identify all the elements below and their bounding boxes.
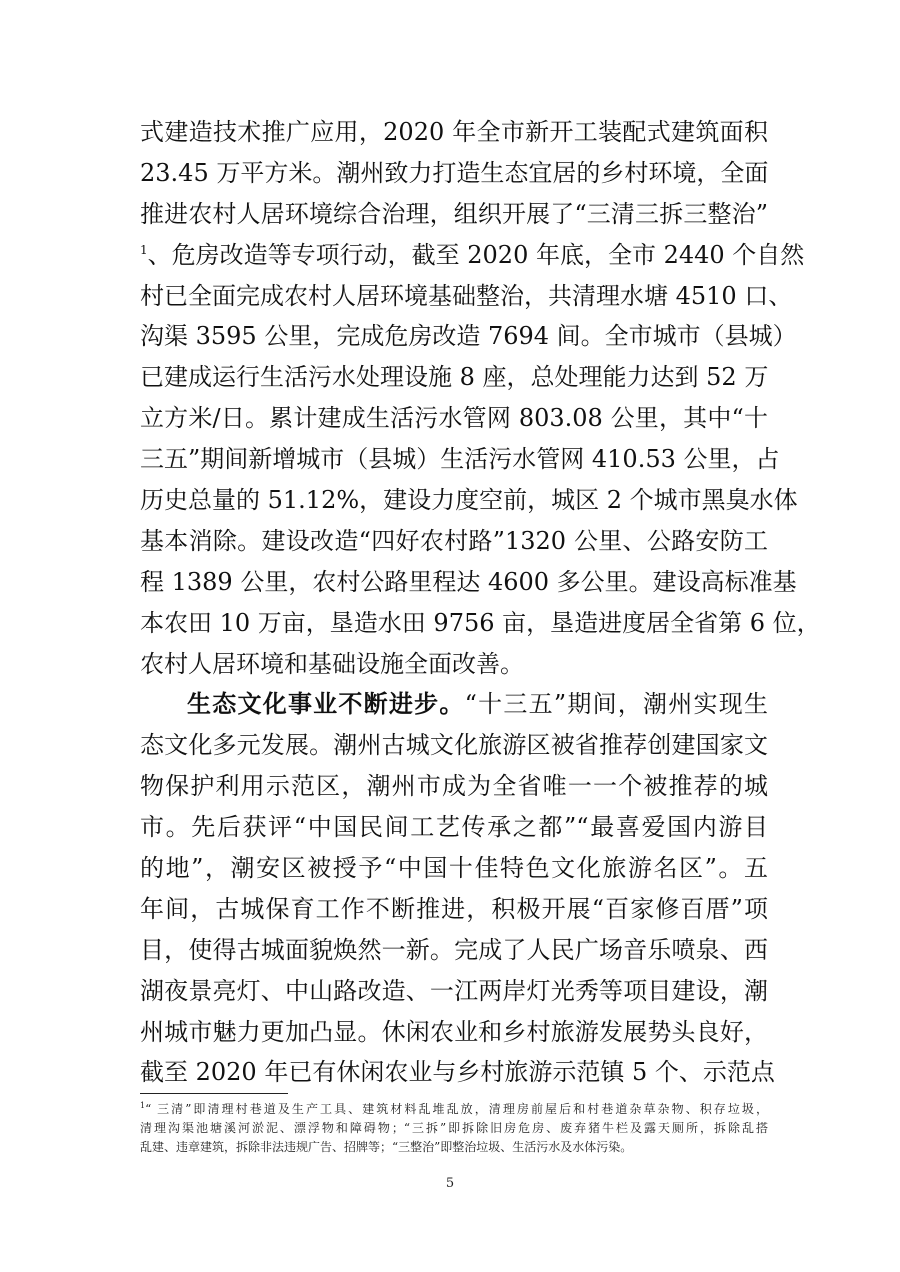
footnote (140, 1100, 768, 1157)
paragraph-1-line-12: 程 1389 公里，农村公路里程达 4600 多公里。建设高标准基 (140, 567, 797, 596)
footnote-line-3: 乱建、违章建筑，拆除非法违规广告、招牌等；“三整治”即整治垃圾、生活污水及水体污染。 (140, 1140, 633, 1154)
paragraph-1-line-7: 已建成运行生活污水处理设施 8 座，总处理能力达到 52 万 (140, 363, 769, 392)
paragraph-2-line-2: 态文化多元发展。潮州古城文化旅游区被省推荐创建国家文 (140, 731, 768, 760)
paragraph-1-line-8: 立方米/日。累计建成生活污水管网 803.08 公里，其中“十 (140, 404, 768, 433)
footnote-divider (140, 1093, 288, 1094)
paragraph-2-line-6: 年间，古城保育工作不断推进，积极开展“百家修百厝”项 (140, 894, 768, 923)
footnote-line-2: 清理沟渠池塘溪河淤泥、漂浮物和障碍物；“三拆”即拆除旧房危房、废弃猪牛栏及露天厕所，拆除乱搭 (140, 1121, 768, 1135)
paragraph-1-line-1: 式建造技术推广应用，2020 年全市新开工装配式建筑面积 (140, 118, 768, 146)
paragraph-2-line-3: 物保护利用示范区，潮州市成为全省唯一一个被推荐的城 (140, 772, 768, 801)
paragraph-1-line-3: 推进农村人居环境综合治理，组织开展了“三清三拆三整治” (140, 199, 768, 228)
page-number: 5 (445, 1176, 455, 1191)
footnote-line-1 (140, 1100, 768, 1119)
paragraph-2-line-1-text: “十三五”期间，潮州实现生 (464, 690, 768, 719)
paragraph-1-line-5: 村已全面完成农村人居环境基础整治，共清理水塘 4510 口、 (140, 281, 793, 310)
footnote-line-1-text: “ 三清”即清理村巷道及生产工具、建筑材料乱堆乱放，清理房前屋后和村巷道杂草杂物、积存垃圾， (145, 1102, 768, 1116)
paragraph-1-line-11: 基本消除。建设改造“四好农村路”1320 公里、公路安防工 (140, 526, 768, 555)
paragraph-1-line-9: 三五”期间新增城市（县城）生活污水管网 410.53 公里，占 (140, 445, 780, 474)
paragraph-2-line-4: 市。先后获评“中国民间工艺传承之都”“最喜爱国内游目 (140, 813, 768, 842)
paragraph-2-line-1 (140, 684, 768, 725)
paragraph-1-line-6: 沟渠 3595 公里，完成危房改造 7694 间。全市城市（县城） (140, 322, 797, 351)
paragraph-2-lead: 生态文化事业不断进步。 (187, 689, 465, 719)
paragraph-1-line-2: 23.45 万平方米。潮州致力打造生态宜居的乡村环境，全面 (140, 158, 769, 187)
paragraph-2-line-10: 截至 2020 年已有休闲农业与乡村旅游示范镇 5 个、示范点 (140, 1058, 775, 1087)
body-text (140, 112, 821, 1093)
paragraph-2-line-8: 湖夜景亮灯、中山路改造、一江两岸灯光秀等项目建设，潮 (140, 976, 768, 1005)
paragraph-1-line-4-text: 、危房改造等专项行动，截至 2020 年底，全市 2440 个自然 (147, 240, 805, 269)
paragraph-2-line-5: 的地”，潮安区被授予“中国十佳特色文化旅游名区”。五 (140, 854, 768, 883)
paragraph-1-line-13: 本农田 10 万亩，垦造水田 9756 亩，垦造进度居全省第 6 位， (140, 608, 821, 637)
footnote-marker: 1 (140, 1101, 146, 1110)
paragraph-1-line-14: 农村人居环境和基础设施全面改善。 (140, 649, 524, 678)
paragraph-1-line-10: 历史总量的 51.12%，建设力度空前，城区 2 个城市黑臭水体 (140, 486, 798, 515)
footnote-reference[interactable]: 1 (140, 242, 148, 257)
paragraph-2-line-7: 目，使得古城面貌焕然一新。完成了人民广场音乐喷泉、西 (140, 935, 768, 964)
paragraph-2-line-9: 州城市魅力更加凸显。休闲农业和乡村旅游发展势头良好， (140, 1017, 768, 1046)
paragraph-1-line-4 (140, 235, 805, 276)
